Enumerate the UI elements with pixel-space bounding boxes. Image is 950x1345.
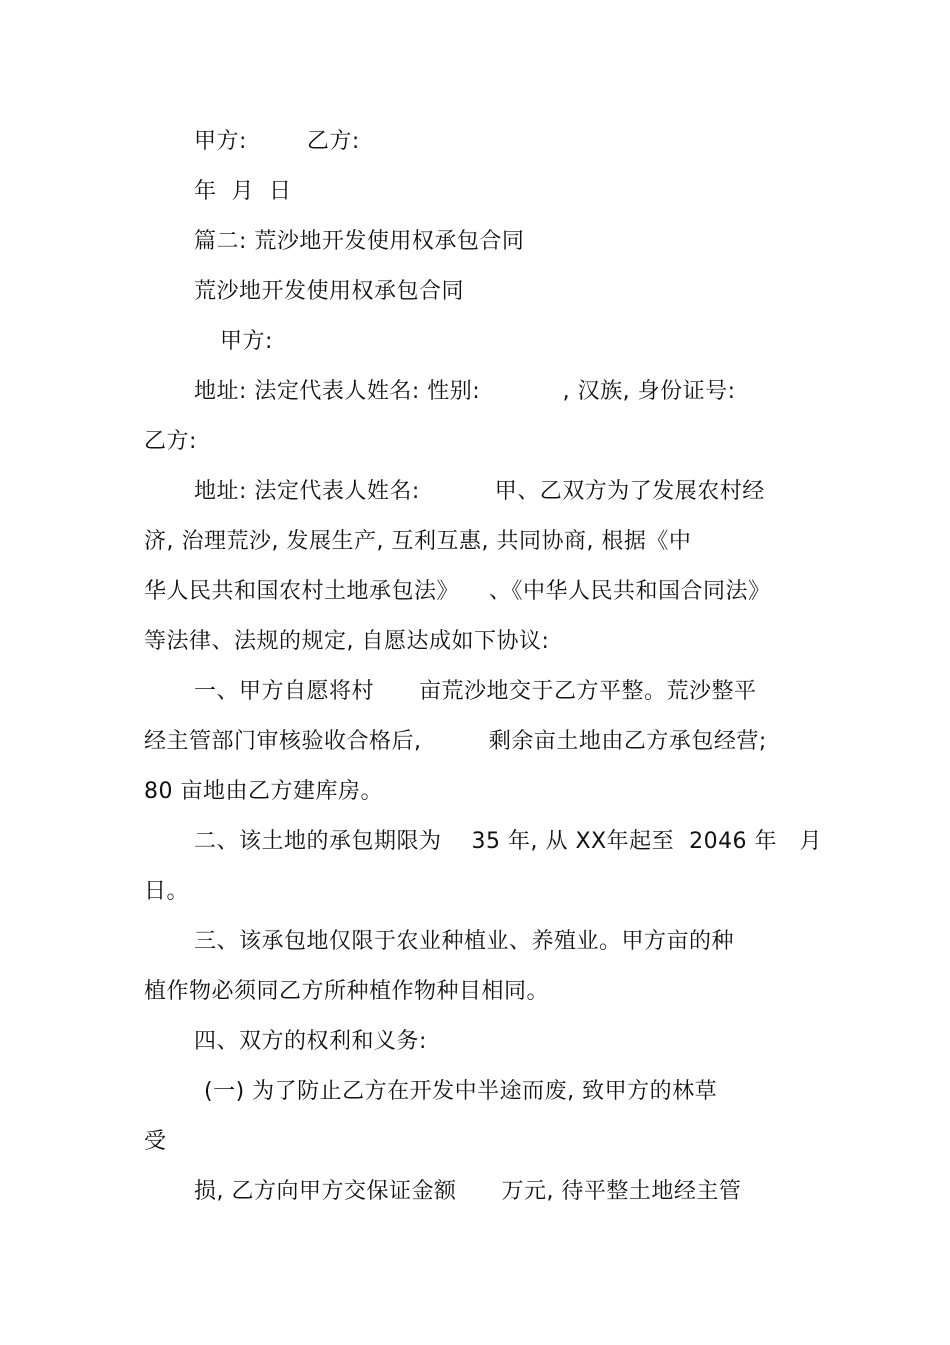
clause-three-line: 植作物必须同乙方所种植作物种目相同。 bbox=[144, 979, 550, 1004]
subclause-line: 受 bbox=[144, 1129, 167, 1154]
clause-four-heading: 四、双方的权利和义务: bbox=[194, 1029, 427, 1054]
clause-one-line: 80 亩地由乙方建库房。 bbox=[144, 779, 383, 804]
party-b-label: 乙方: bbox=[144, 429, 197, 454]
paragraph-line: 地址: 法定代表人姓名: 甲、乙双方为了发展农村经 bbox=[194, 479, 765, 504]
signature-date-line: 年 月 日 bbox=[194, 179, 292, 204]
paragraph-line: 济, 治理荒沙, 发展生产, 互利互惠, 共同协商, 根据《中 bbox=[144, 529, 692, 554]
clause-two-line: 日。 bbox=[144, 879, 190, 904]
clause-two-line: 二、该土地的承包期限为 35 年, 从 XX年起至 2046 年 月 bbox=[194, 829, 823, 854]
paragraph-line: 华人民共和国农村土地承包法》 、《中华人民共和国合同法》 bbox=[144, 579, 771, 604]
signature-parties-line: 甲方: 乙方: bbox=[194, 129, 360, 154]
paragraph-line: 等法律、法规的规定, 自愿达成如下协议: bbox=[144, 629, 550, 654]
subclause-line: (一) 为了防止乙方在开发中半途而废, 致甲方的林草 bbox=[204, 1079, 718, 1104]
clause-one-line: 一、甲方自愿将村 亩荒沙地交于乙方平整。荒沙整平 bbox=[194, 679, 757, 704]
section-heading: 篇二: 荒沙地开发使用权承包合同 bbox=[194, 229, 525, 254]
subclause-line: 损, 乙方向甲方交保证金额 万元, 待平整土地经主管 bbox=[194, 1179, 742, 1204]
party-a-address-line: 地址: 法定代表人姓名: 性别: , 汉族, 身份证号: bbox=[194, 379, 736, 404]
clause-one-line: 经主管部门审核验收合格后, 剩余亩土地由乙方承包经营; bbox=[144, 729, 767, 754]
party-a-label: 甲方: bbox=[220, 329, 273, 354]
clause-three-line: 三、该承包地仅限于农业种植业、养殖业。甲方亩的种 bbox=[194, 929, 735, 954]
contract-title: 荒沙地开发使用权承包合同 bbox=[194, 279, 465, 304]
